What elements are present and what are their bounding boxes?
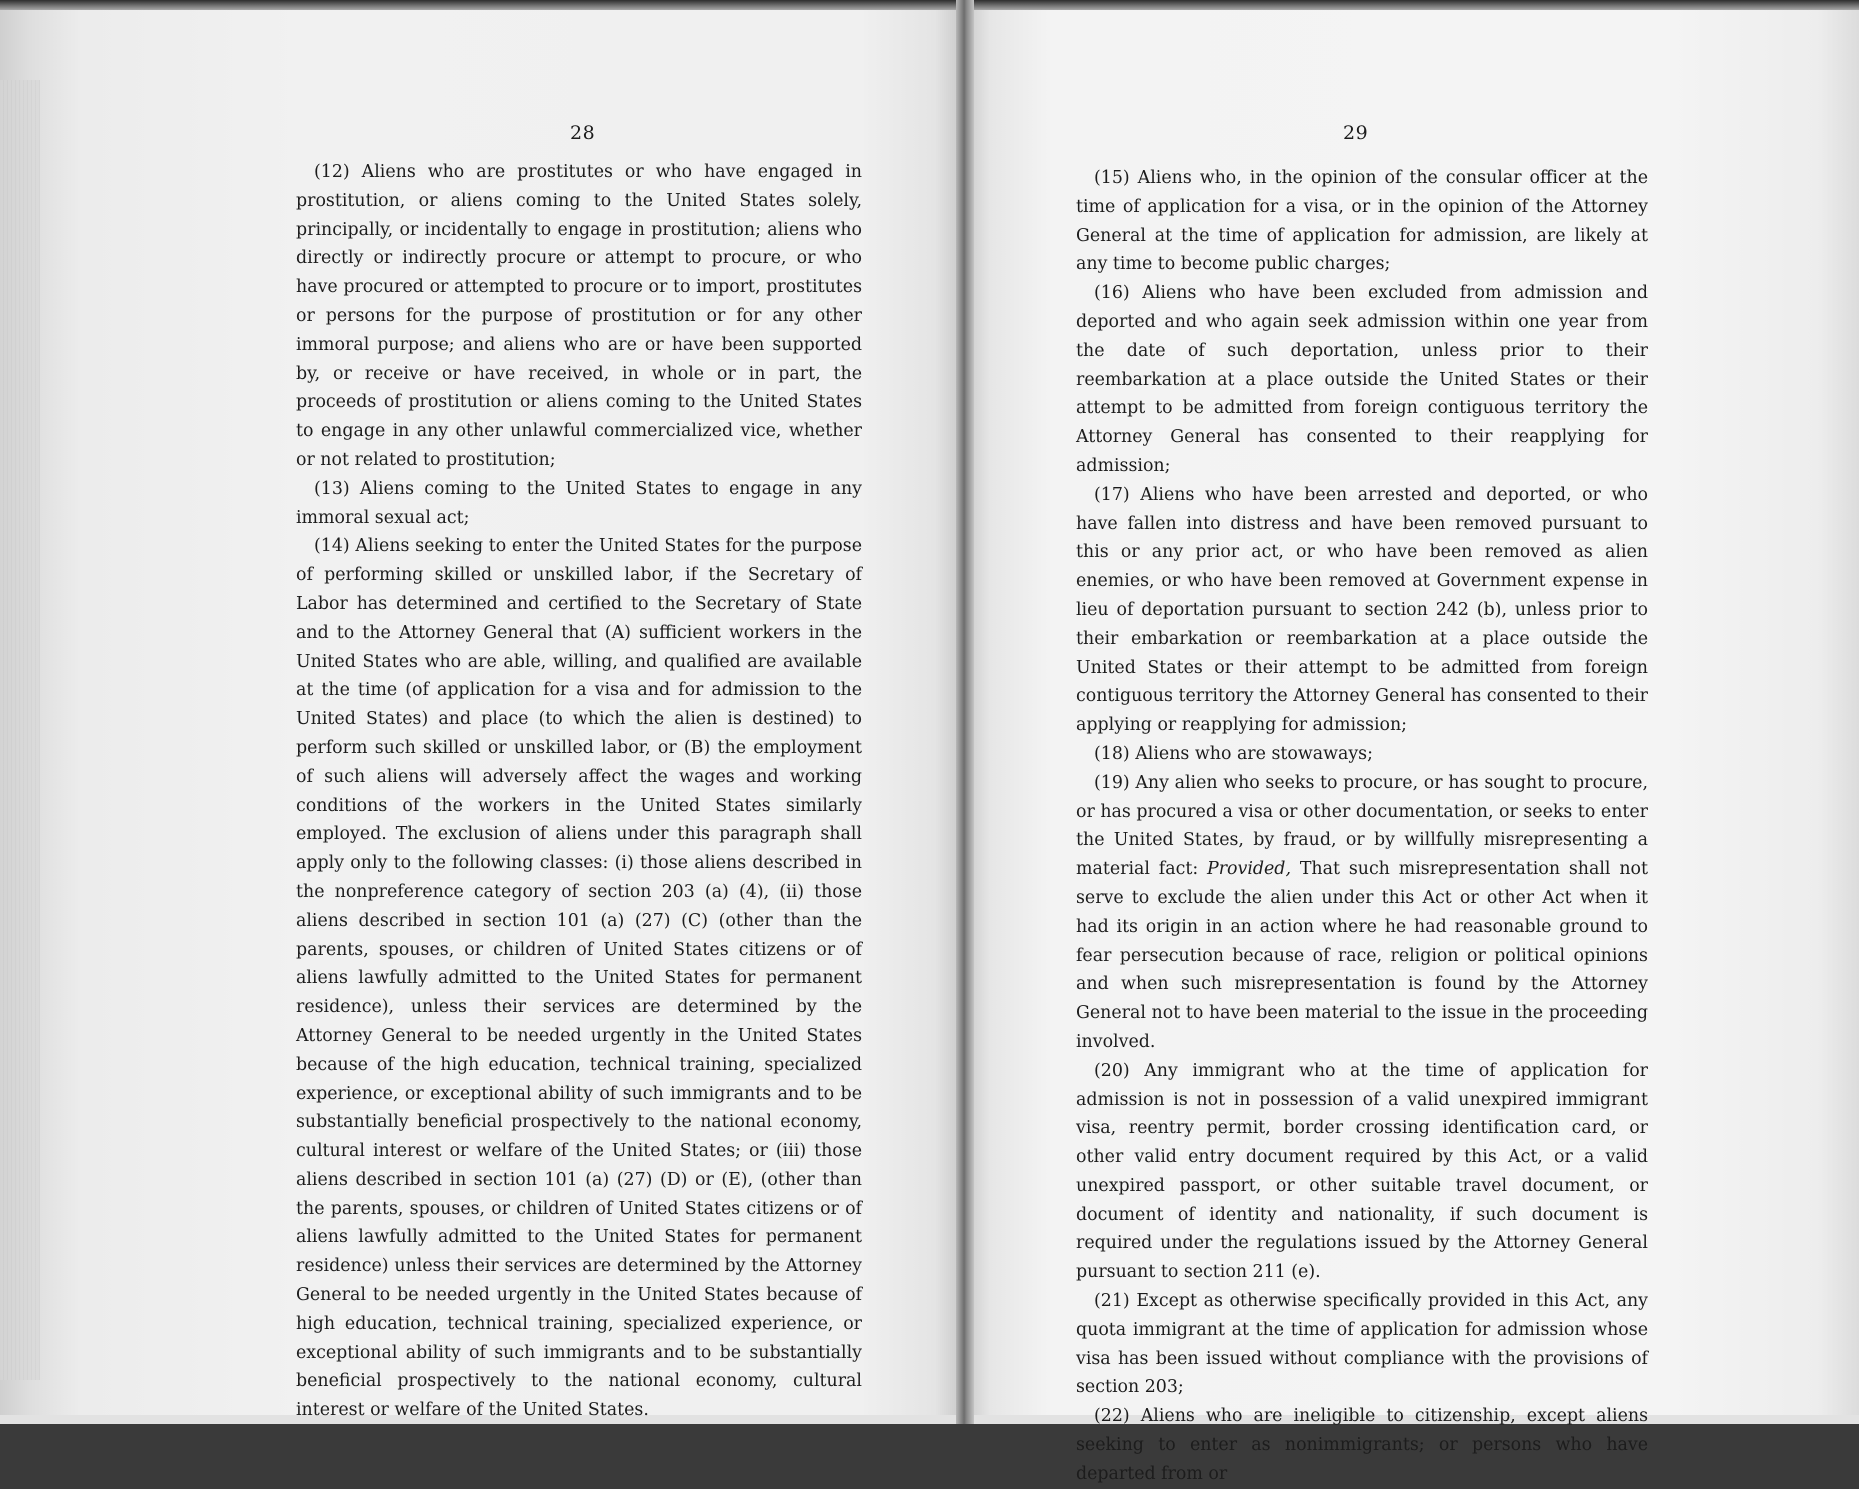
paragraph-21: (21) Except as otherwise specifically provided in this Act, any quota immigrant at the time of application for admission whose visa has been issued without compliance with the provisions of section 203; <box>1076 1291 1648 1398</box>
paragraph-19 <box>1076 769 1648 1057</box>
right-page <box>968 10 1859 1484</box>
paragraph-18: (18) Aliens who are stowaways; <box>1094 743 1373 764</box>
paragraph-14: (14) Aliens seeking to enter the United States for the purpose of performing skilled or unskilled labor, if the Secretary of Labor has determined and certified to the Secretary of State and to the Attorney General that (A) sufficient workers in the United States who are able, willing, and qualified are available at the time (of application for a visa and for admission to the United States) and place (to which the alien is destined) to perform such skilled or unskilled labor, or (B) the employment of such aliens will adversely affect the wages and working conditions of the workers in the United States similarly employed. The exclusion of aliens under this paragraph shall apply only to the following classes: (i) those aliens described in the nonpreference category of section 203 (a) (4), (ii) those aliens described in section 101 (a) (27) (C) (other than the parents, spouses, or children of United States citizens or of aliens lawfully admitted to the United States for permanent residence), unless their services are determined by the Attorney General to be needed urgently in the United States because of the high education, technical training, specialized experience, or exceptional ability of such immigrants and to be substantially beneficial prospectively to the national economy, cultural interest or welfare of the United States; or (iii) those aliens described in section 101 (a) (27) (D) or (E), (other than the parents, spouses, or children of United States citizens or of aliens lawfully admitted to the United States for permanent residence) unless their services are determined by the Attorney General to be needed urgently in the United States because of high education, technical training, specialized experience, or exceptional ability of such immigrants and to be substantially beneficial prospectively to the national economy, cultural interest or welfare of the United States. <box>296 536 862 1421</box>
paragraph-12: (12) Aliens who are prostitutes or who have engaged in prostitution, or aliens coming to the United States solely, principally, or incidentally to engage in prostitution; aliens who directly or indirectly procure or attempt to procure, or who have procured or attempted to procure or to import, prostitutes or persons for the purpose of prostitution or for any other immoral purpose; and aliens who are or have been supported by, or receive or have received, in whole or in part, the proceeds of prostitution or aliens coming to the United States to engage in any other unlawful commercialized vice, whether or not related to prostitution; <box>296 162 862 470</box>
page-number-left: 28 <box>570 122 596 144</box>
paragraph-19-proviso: Provided, <box>1207 859 1291 880</box>
paragraph-13: (13) Aliens coming to the United States to engage in any immoral sexual act; <box>296 478 862 528</box>
right-page-text <box>1076 164 1648 1489</box>
paragraph-19-end: That such misrepresentation shall not serve to exclude the alien under this Act or other Act when it had its origin in an action where he had reasonable ground to fear persecution because of race, religion or political opinions and when such misrepresentation is found by the Attorney General not to have been material to the issue in the proceeding involved. <box>1076 859 1648 1052</box>
book-gutter <box>956 0 974 1424</box>
page-edge-stack <box>0 80 40 1380</box>
paragraph-15: (15) Aliens who, in the opinion of the consular officer at the time of application for a visa, or in the opinion of the Attorney General at the time of application for admission, are likely at any time to become public charges; <box>1076 168 1648 275</box>
paragraph-17: (17) Aliens who have been arrested and deported, or who have fallen into distress and have been removed pursuant to this or any prior act, or who have been removed as alien enemies, or who have been removed at Government expense in lieu of deportation pursuant to section 242 (b), unless prior to their embarkation or reembarkation at a place outside the United States or their attempt to be admitted from foreign contiguous territory the Attorney General has consented to their applying or reapplying for admission; <box>1076 484 1648 736</box>
page-number-right: 29 <box>1343 122 1369 144</box>
paragraph-19-start: (19) Any alien who seeks to procure, or has sought to procure, or has procured a visa or other documentation, or seeks to enter the United States, by fraud, or by willfully misrepresenting a material fact: <box>1076 772 1648 880</box>
paragraph-16: (16) Aliens who have been excluded from admission and deported and who again seek admission within one year from the date of such deportation, unless prior to their reembarkation at a place outside the United States or their attempt to be admitted from foreign contiguous territory the Attorney General has consented to their reapplying for admission; <box>1076 283 1648 476</box>
paragraph-20: (20) Any immigrant who at the time of application for admission is not in possession of a valid unexpired immigrant visa, reentry permit, border crossing identification card, or other valid entry document required by this Act, or a valid unexpired passport, or other suitable travel document, or document of identity and nationality, if such document is required under the regulations issued by the Attorney General pursuant to section 211 (e). <box>1076 1060 1648 1283</box>
left-page-text <box>296 158 862 1425</box>
paragraph-22: (22) Aliens who are ineligible to citizenship, except aliens seeking to enter as nonimmigrants; or persons who have departed from or <box>1076 1406 1648 1484</box>
left-page <box>0 10 962 1421</box>
